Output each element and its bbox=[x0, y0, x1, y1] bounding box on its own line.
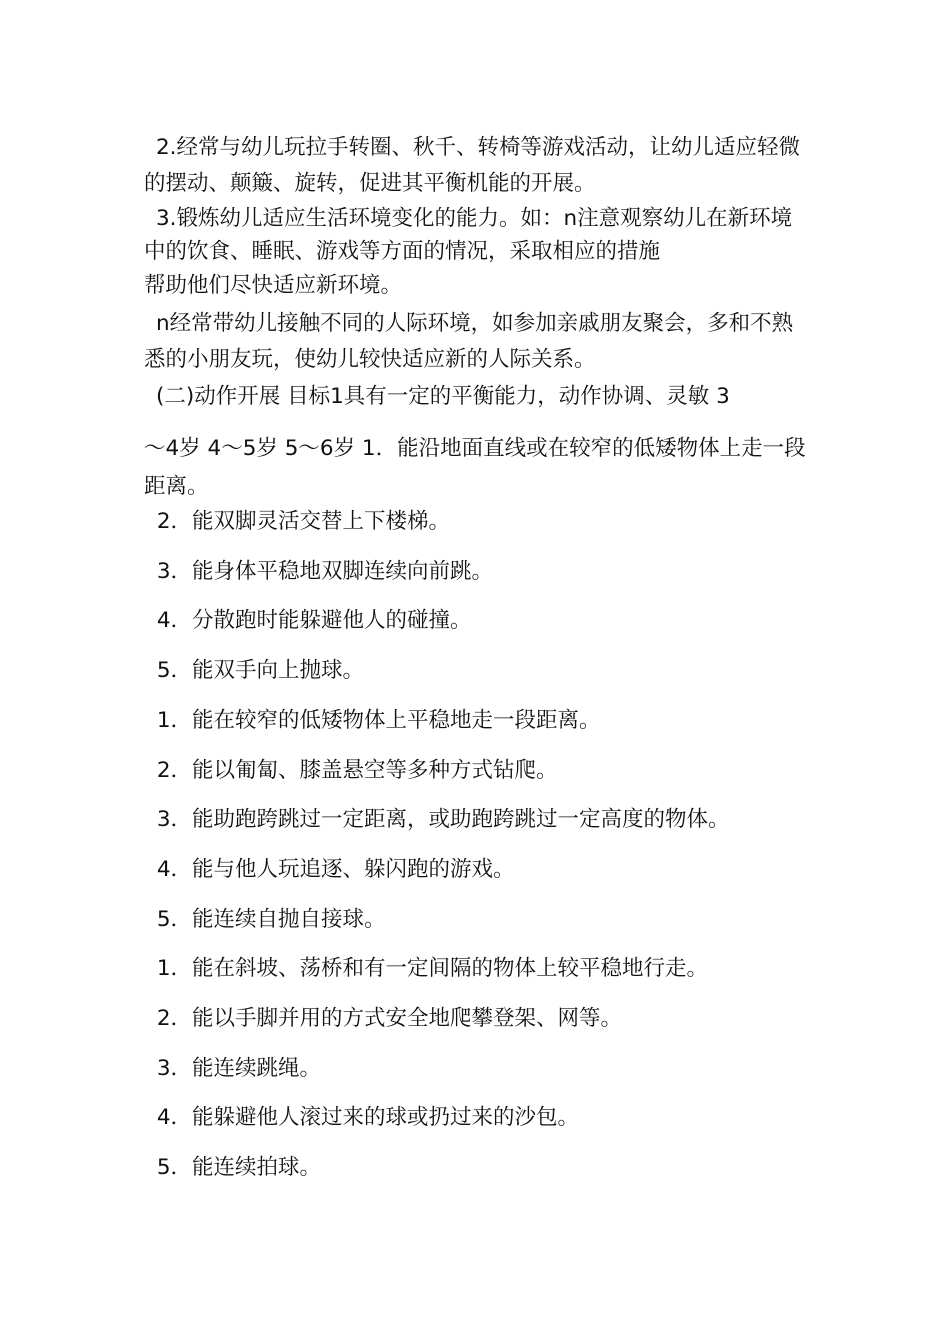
list-item bbox=[144, 606, 810, 636]
list-item-number: 3． bbox=[156, 1056, 192, 1081]
list-item bbox=[144, 805, 810, 835]
list-item-number: 2． bbox=[156, 1006, 192, 1031]
paragraph-text: n经常带幼儿接触不同的人际环境，如参加亲戚朋友聚会，多和不熟悉的小朋友玩，使幼儿较快适应新的人际关系。 bbox=[144, 311, 794, 372]
list-item-text: 分散跑时能躲避他人的碰撞。 bbox=[192, 608, 472, 633]
list-item-text: 能在较窄的低矮物体上平稳地走一段距离。 bbox=[192, 708, 601, 733]
paragraph-motor-development-heading bbox=[144, 380, 810, 414]
list-item-text: 能身体平稳地双脚连续向前跳。 bbox=[192, 559, 494, 584]
paragraph-text: 2.经常与幼儿玩拉手转圈、秋千、转椅等游戏活动，让幼儿适应轻微的摆动、颠簸、旋转，促进其平衡机能的开展。 bbox=[144, 135, 801, 196]
list-item-text: 能连续拍球。 bbox=[192, 1155, 322, 1180]
list-item bbox=[144, 1004, 810, 1034]
list-item bbox=[144, 954, 810, 984]
list-item-text: 能连续自抛自接球。 bbox=[192, 907, 386, 932]
paragraph-swing-activities bbox=[144, 130, 810, 202]
list-item-number: 5． bbox=[156, 1155, 192, 1180]
paragraph-motor-development-goal bbox=[144, 430, 810, 506]
list-item bbox=[144, 1153, 810, 1183]
list-item bbox=[144, 1054, 810, 1084]
list-item-text: 能与他人玩追逐、躲闪跑的游戏。 bbox=[192, 857, 515, 882]
list-item-text: 能双手向上抛球。 bbox=[192, 658, 365, 683]
list-item-number: 4． bbox=[156, 857, 192, 882]
paragraph-environment-adaptation bbox=[144, 202, 810, 268]
list-item-text: 能以手脚并用的方式安全地爬攀登架、网等。 bbox=[192, 1006, 623, 1031]
paragraph-text: 帮助他们尽快适应新环境。 bbox=[144, 273, 403, 298]
list-item bbox=[144, 855, 810, 885]
list-item-number: 4． bbox=[156, 608, 192, 633]
list-item-text: 能连续跳绳。 bbox=[192, 1056, 322, 1081]
list-item bbox=[144, 1103, 810, 1133]
list-item-number: 2． bbox=[156, 758, 192, 783]
paragraph-text: 3.锻炼幼儿适应生活环境变化的能力。如：n注意观察幼儿在新环境中的饮食、睡眠、游戏等方面的情况，采取相应的措施 bbox=[144, 206, 793, 264]
list-item bbox=[144, 656, 810, 686]
list-item bbox=[144, 706, 810, 736]
list-item-text: 能双脚灵活交替上下楼梯。 bbox=[192, 509, 451, 534]
list-item-number: 4． bbox=[156, 1105, 192, 1130]
list-item-text: 能助跑跨跳过一定距离，或助跑跨跳过一定高度的物体。 bbox=[192, 807, 730, 832]
list-item bbox=[144, 557, 810, 587]
paragraph-social-environment bbox=[144, 306, 810, 378]
list-item-number: 3． bbox=[156, 559, 192, 584]
list-item-number: 2． bbox=[156, 509, 192, 534]
list-item-number: 1． bbox=[156, 708, 192, 733]
list-item bbox=[144, 905, 810, 935]
list-item bbox=[144, 507, 810, 537]
paragraph-text: ～4岁 4～5岁 5～6岁 1．能沿地面直线或在较窄的低矮物体上走一段距离。 bbox=[144, 436, 806, 499]
paragraph-environment-adaptation-cont bbox=[144, 270, 810, 301]
list-item-number: 5． bbox=[156, 658, 192, 683]
list-item-number: 1． bbox=[156, 956, 192, 981]
list-item-text: 能躲避他人滚过来的球或扔过来的沙包。 bbox=[192, 1105, 580, 1130]
list-item-number: 3． bbox=[156, 807, 192, 832]
paragraph-text: (二)动作开展 目标1具有一定的平衡能力，动作协调、灵敏 3 bbox=[156, 384, 730, 409]
list-item-number: 5． bbox=[156, 907, 192, 932]
list-item bbox=[144, 756, 810, 786]
list-item-text: 能在斜坡、荡桥和有一定间隔的物体上较平稳地行走。 bbox=[192, 956, 709, 981]
list-item-text: 能以匍匐、膝盖悬空等多种方式钻爬。 bbox=[192, 758, 558, 783]
